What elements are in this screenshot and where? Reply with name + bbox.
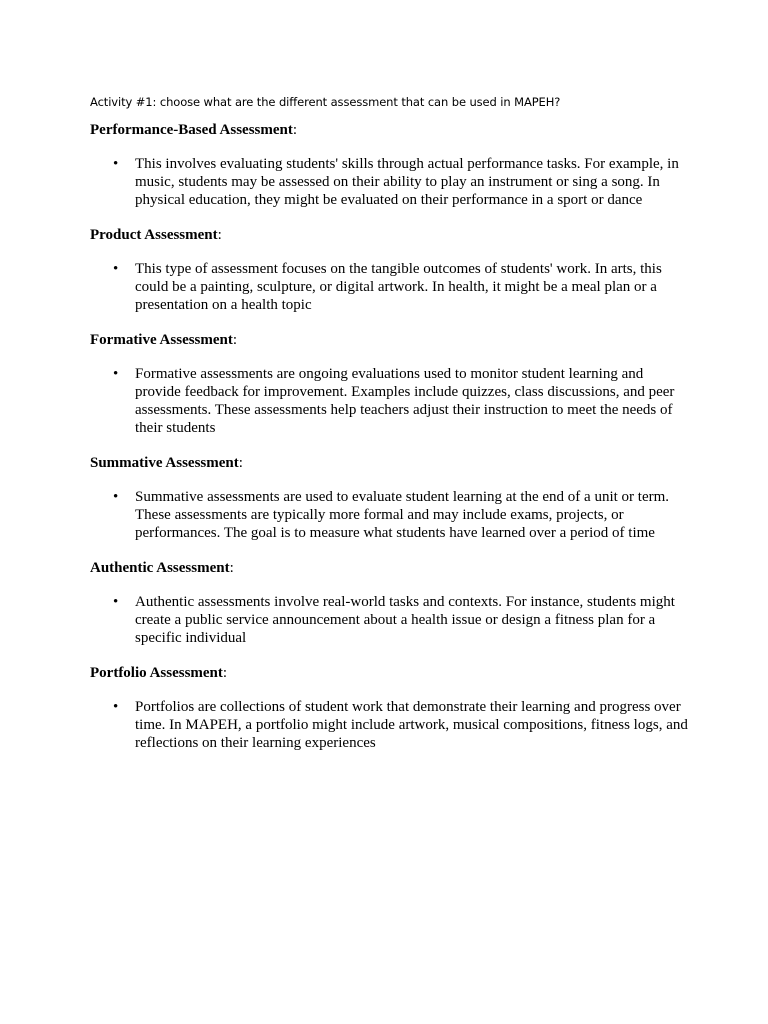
- list-item: [90, 488, 691, 542]
- bullet-icon: •: [113, 489, 119, 505]
- section-portfolio: [90, 664, 690, 752]
- heading-colon: :: [238, 455, 243, 471]
- list-item: [90, 365, 691, 437]
- list-item: [90, 593, 691, 647]
- document-page: [90, 93, 690, 769]
- section-heading: [90, 559, 690, 577]
- heading-colon: :: [229, 560, 234, 576]
- section-heading: [90, 121, 690, 139]
- section-product: [90, 226, 690, 314]
- bullet-icon: •: [113, 594, 119, 610]
- heading-colon: :: [232, 332, 238, 348]
- section-heading: [90, 664, 690, 682]
- section-title: Authentic Assessment: [90, 560, 230, 576]
- section-heading: [90, 331, 690, 349]
- bullet-text: This type of assessment focuses on the tangible outcomes of students' work. In arts, this could be a painting, sculpture, or digital artwork. In health, it might be a meal plan or a presentation on a health topic: [135, 261, 662, 313]
- bullet-text: Portfolios are collections of student work that demonstrate their learning and progress over time. In MAPEH, a portfolio might include artwork, musical compositions, fitness logs, and reflections on their learning experiences: [135, 699, 688, 751]
- bullet-list: [90, 365, 690, 437]
- section-formative: [90, 331, 690, 437]
- list-item: [90, 698, 691, 752]
- activity-prompt: Activity #1: choose what are the different assessment that can be used in MAPEH?: [90, 95, 561, 109]
- section-title: Summative Assessment: [90, 455, 239, 471]
- section-heading: [90, 454, 690, 472]
- heading-colon: :: [217, 227, 222, 243]
- bullet-list: [90, 155, 690, 209]
- bullet-icon: •: [113, 366, 119, 382]
- bullet-list: [90, 260, 690, 314]
- section-title: Product Assessment: [90, 227, 218, 243]
- list-item: [90, 260, 691, 314]
- bullet-icon: •: [113, 699, 119, 715]
- section-performance-based: [90, 121, 690, 209]
- section-summative: [90, 454, 690, 542]
- section-heading: [90, 226, 690, 244]
- section-title: Portfolio Assessment: [90, 665, 223, 681]
- bullet-text: Authentic assessments involve real-world tasks and contexts. For instance, students might create a public service announcement about a health issue or design a fitness plan for a specific individual: [135, 594, 675, 646]
- section-authentic: [90, 559, 690, 647]
- heading-colon: :: [222, 665, 228, 681]
- bullet-text: Summative assessments are used to evaluate student learning at the end of a unit or term. These assessments are typically more formal and may include exams, projects, or performances. The goal is to measure what students have learned over a period of time: [135, 489, 670, 541]
- heading-colon: :: [292, 122, 298, 138]
- bullet-list: [90, 698, 690, 752]
- list-item: [90, 155, 691, 209]
- section-title: Performance-Based Assessment: [90, 122, 293, 138]
- bullet-text: This involves evaluating students' skills through actual performance tasks. For example, in music, students may be assessed on their ability to play an instrument or sing a song. In physical education, they might be evaluated on their performance in a sport or dance: [135, 156, 679, 208]
- bullet-icon: •: [113, 156, 119, 172]
- bullet-icon: •: [113, 261, 119, 277]
- bullet-text: Formative assessments are ongoing evaluations used to monitor student learning and provide feedback for improvement. Examples include quizzes, class discussions, and peer assessments. These assessments help teachers adjust their instruction to meet the needs of their students: [135, 366, 675, 436]
- bullet-list: [90, 488, 690, 542]
- section-title: Formative Assessment: [90, 332, 233, 348]
- bullet-list: [90, 593, 690, 647]
